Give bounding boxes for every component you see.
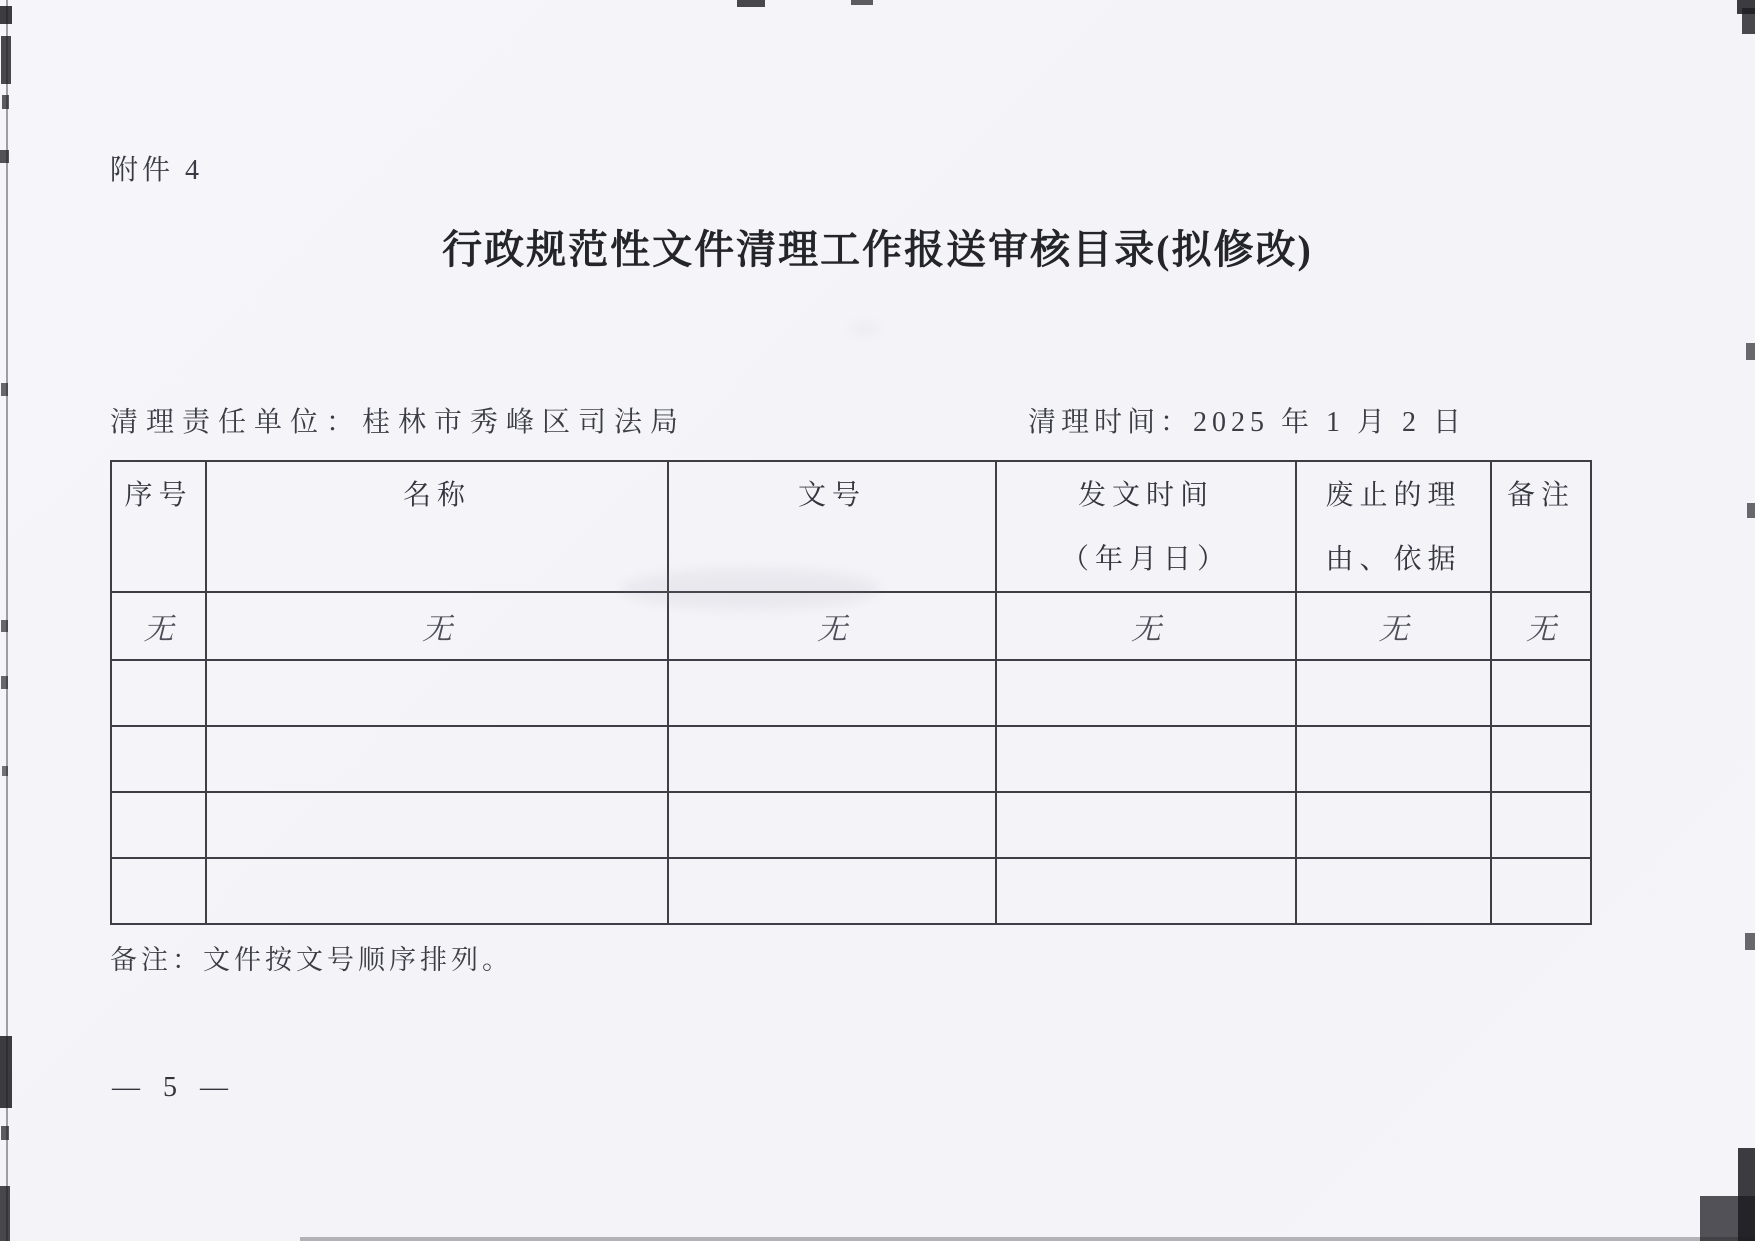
- table-row: [111, 726, 1591, 792]
- table-header-row: [111, 461, 1591, 592]
- cell-document-number: [668, 660, 996, 726]
- scan-artifact: [0, 1036, 12, 1108]
- cell-serial-number: [111, 858, 206, 924]
- cell-issue-date: [996, 858, 1296, 924]
- cleanup-time-label: 清理时间：: [1028, 407, 1194, 438]
- col-header-name: [206, 461, 668, 592]
- catalog-table: [110, 460, 1592, 925]
- cleanup-unit-label: 清理责任单位：: [110, 407, 363, 438]
- cell-name: 无: [206, 592, 668, 660]
- cell-serial-number: [111, 660, 206, 726]
- cleanup-unit-value: 桂林市秀峰区司法局: [362, 407, 687, 438]
- scan-artifact: [300, 1237, 1755, 1241]
- cell-document-number: 无: [668, 592, 996, 660]
- cell-serial-number: 无: [111, 592, 206, 660]
- cell-name: [206, 792, 668, 858]
- cell-abolition-reason: [1296, 660, 1491, 726]
- scan-artifact: [0, 150, 9, 163]
- scan-artifact: [1, 620, 8, 632]
- col-header-text: 废止的理: [1325, 480, 1462, 511]
- scan-artifact: [1, 383, 8, 396]
- cell-remarks: [1491, 792, 1591, 858]
- table-row: [111, 792, 1591, 858]
- scan-artifact: [1745, 933, 1755, 950]
- cell-abolition-reason: [1296, 792, 1491, 858]
- cell-name: [206, 726, 668, 792]
- col-header-text: 发文时间: [1077, 480, 1214, 511]
- cell-name: [206, 858, 668, 924]
- scan-artifact: [2, 766, 8, 776]
- scan-artifact: [851, 0, 873, 5]
- table-row: [111, 858, 1591, 924]
- scan-artifact: [1, 36, 11, 84]
- col-header-text: 文号: [797, 480, 866, 511]
- cell-abolition-reason: 无: [1296, 592, 1491, 660]
- col-header-text: 名称: [402, 480, 471, 511]
- cell-remarks: [1491, 858, 1591, 924]
- cell-abolition-reason: [1296, 858, 1491, 924]
- scan-artifact: [0, 6, 12, 24]
- cell-document-number: [668, 858, 996, 924]
- col-header-text2: 由、依据: [1325, 544, 1462, 575]
- cell-abolition-reason: [1296, 726, 1491, 792]
- cell-issue-date: [996, 726, 1296, 792]
- col-header-serial-number: [111, 461, 206, 592]
- scan-artifact: [2, 95, 9, 109]
- cell-remarks: [1491, 726, 1591, 792]
- col-header-text: 序号: [124, 480, 193, 511]
- col-header-text2: （年月日）: [1060, 544, 1231, 575]
- cell-name: [206, 660, 668, 726]
- scan-artifact: [0, 1186, 10, 1241]
- scan-artifact: [1, 1126, 9, 1140]
- footnote: 备注：文件按文号顺序排列。: [110, 945, 513, 975]
- scan-artifact: [1746, 343, 1755, 360]
- cell-serial-number: [111, 792, 206, 858]
- cell-remarks: [1491, 660, 1591, 726]
- cell-issue-date: [996, 660, 1296, 726]
- cell-remarks: 无: [1491, 592, 1591, 660]
- cell-issue-date: [996, 792, 1296, 858]
- col-header-abolition-reason: [1296, 461, 1491, 592]
- table-row: [111, 660, 1591, 726]
- info-line: [0, 400, 1755, 440]
- cell-document-number: [668, 726, 996, 792]
- scan-artifact: [1742, 8, 1755, 34]
- scan-smudge: [620, 568, 880, 610]
- scan-artifact: [1747, 503, 1755, 518]
- scan-artifact: [1, 676, 8, 689]
- cell-document-number: [668, 792, 996, 858]
- scan-artifact: [1700, 1196, 1755, 1241]
- scan-artifact: [737, 0, 765, 7]
- col-header-remarks: [1491, 461, 1591, 592]
- cleanup-time: [1028, 400, 1466, 440]
- cell-issue-date: 无: [996, 592, 1296, 660]
- scan-smudge: [848, 322, 882, 336]
- col-header-issue-date: [996, 461, 1296, 592]
- col-header-text: 备注: [1506, 480, 1575, 511]
- page-title: 行政规范性文件清理工作报送审核目录(拟修改): [442, 227, 1313, 272]
- page-number: — 5 —: [112, 1072, 236, 1103]
- cell-serial-number: [111, 726, 206, 792]
- attachment-label: 附件 4: [110, 155, 204, 186]
- cleanup-time-value: 2025 年 1 月 2 日: [1193, 407, 1467, 438]
- cleanup-unit: [110, 400, 686, 440]
